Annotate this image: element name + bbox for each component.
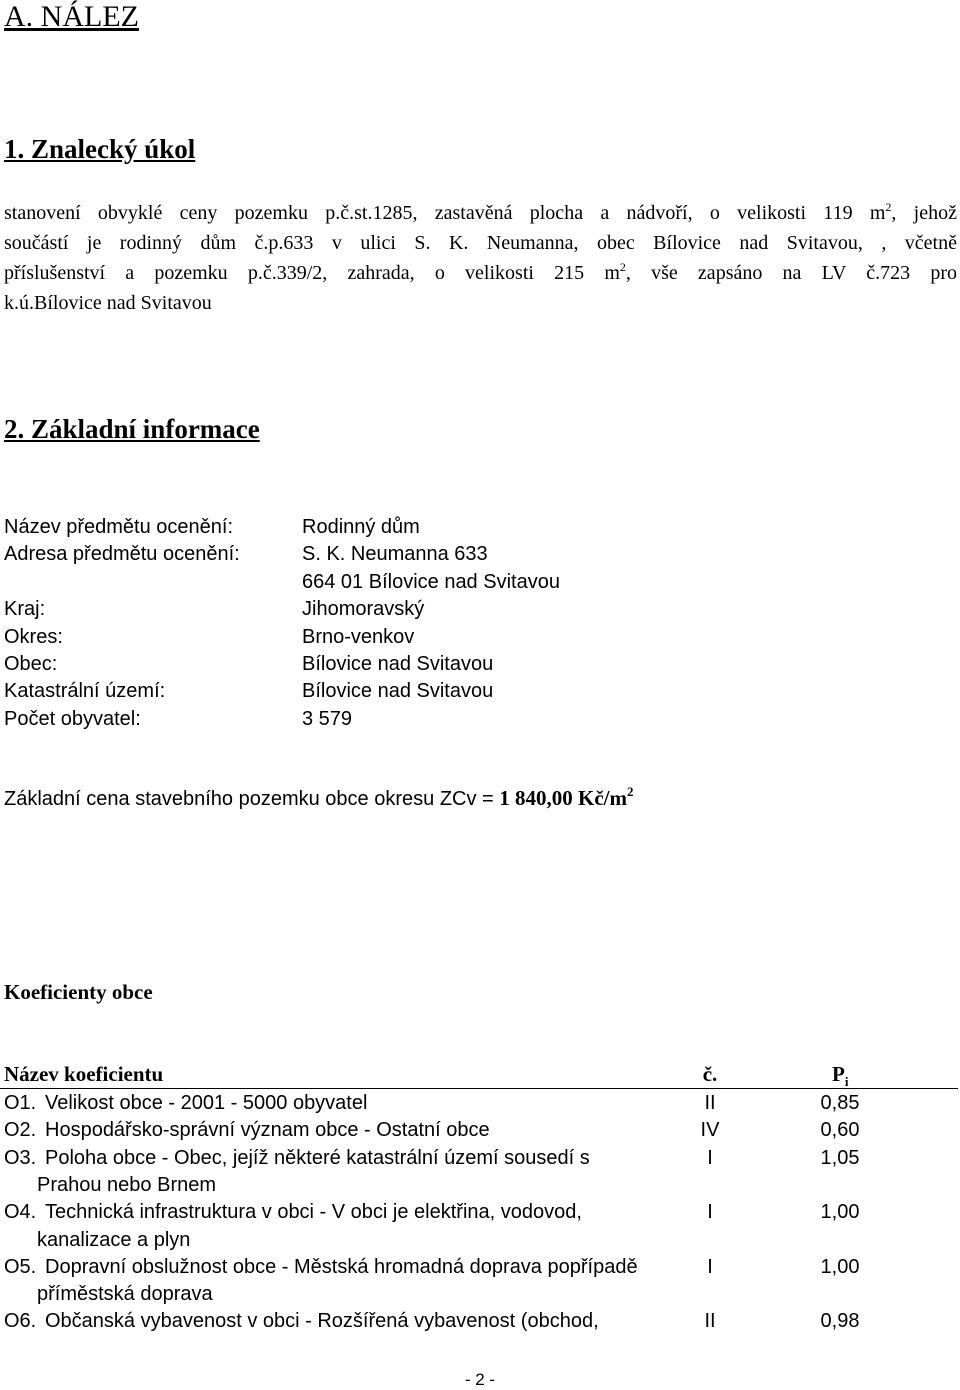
row-value: 1,00 <box>820 1255 860 1278</box>
info-label: Adresa předmětu ocenění: <box>4 543 240 566</box>
row-value: 0,85 <box>820 1092 860 1114</box>
row-num: I <box>707 1201 713 1224</box>
row-code: O3. <box>4 1146 37 1169</box>
row-value: 0,98 <box>820 1310 860 1333</box>
header-p: $P_i$ <box>832 1062 849 1090</box>
section2-title: 2. Základní informace <box>4 414 260 444</box>
info-value: Jihomoravský <box>302 598 425 621</box>
row-name: Dopravní obslužnost obce - Městská hromadná doprava popřípadě <box>45 1255 638 1278</box>
row-value: 1,05 <box>820 1146 860 1169</box>
info-value: 664 01 Bílovice nad Svitavou <box>302 570 560 593</box>
info-value: Bílovice nad Svitavou <box>302 680 494 703</box>
row-num: II <box>704 1092 716 1114</box>
page-number: - 2 - <box>464 1370 496 1389</box>
task-line: příslušenství a pozemku p.č.339/2, zahrada, o velikosti 215 $m^2$, vše zapsáno na LV č.723 pro <box>4 260 957 284</box>
row-name: Poloha obce - Obec, jejíž některé katastrální území sousedí s <box>45 1146 590 1169</box>
info-value: 3 579 <box>302 707 353 730</box>
base-price-label: Základní cena stavebního pozemku obce okresu ZCv = <box>4 788 500 810</box>
info-label: Katastrální území: <box>4 680 166 703</box>
row-code: O2. <box>4 1119 37 1142</box>
info-label: Okres: <box>4 625 63 648</box>
task-line: k.ú.Bílovice nad Svitavou <box>4 292 212 314</box>
coefficients-title: Koeficienty obce <box>4 980 153 1004</box>
task-line: stanovení obvyklé ceny pozemku p.č.st.1285, zastavěná plocha a nádvoří, o velikosti 119 $m^2$, jehož <box>4 200 957 224</box>
row-name-cont: kanalizace a plyn <box>37 1228 191 1251</box>
info-label: Kraj: <box>4 598 46 621</box>
info-value: S. K. Neumanna 633 <box>302 543 488 566</box>
row-num: I <box>707 1255 713 1278</box>
task-description <box>4 198 957 318</box>
info-value: Brno-venkov <box>302 625 415 648</box>
base-price-line <box>4 786 634 811</box>
info-label: Obec: <box>4 653 58 675</box>
info-label: Název předmětu ocenění: <box>4 516 234 538</box>
row-code: O1. <box>4 1092 37 1114</box>
info-value: Rodinný dům <box>302 516 420 538</box>
section1-title: 1. Znalecký úkol <box>4 134 196 164</box>
row-code: O5. <box>4 1255 37 1278</box>
info-label: Počet obyvatel: <box>4 707 141 730</box>
row-name: Velikost obce - 2001 - 5000 obyvatel <box>45 1092 368 1114</box>
row-name: Občanská vybavenost v obci - Rozšířená vybavenost (obchod, <box>45 1310 599 1333</box>
task-line: součástí je rodinný dům č.p.633 v ulici S. K. Neumanna, obec Bílovice nad Svitavou, , včetně <box>4 232 957 254</box>
row-name-cont: příměstská doprava <box>37 1283 213 1306</box>
header-divider <box>0 1088 958 1089</box>
row-name-cont: Prahou nebo Brnem <box>37 1173 217 1196</box>
row-name: Hospodářsko-správní význam obce - Ostatní obce <box>45 1119 490 1142</box>
row-value: 1,00 <box>820 1201 860 1224</box>
heading-nalez: A. NÁLEZ <box>4 0 139 33</box>
row-num: IV <box>700 1119 720 1142</box>
row-num: II <box>704 1310 716 1333</box>
row-num: I <box>707 1146 713 1169</box>
header-name: Název koeficientu <box>4 1062 164 1086</box>
info-value: Bílovice nad Svitavou <box>302 653 494 675</box>
base-price-value: 1 840,00 $Kč/m^2$ <box>499 784 634 810</box>
row-code: O6. <box>4 1310 37 1333</box>
header-num: č. <box>702 1062 718 1086</box>
row-code: O4. <box>4 1201 37 1224</box>
row-name: Technická infrastruktura v obci - V obci je elektřina, vodovod, <box>45 1201 582 1224</box>
row-value: 0,60 <box>820 1119 860 1142</box>
